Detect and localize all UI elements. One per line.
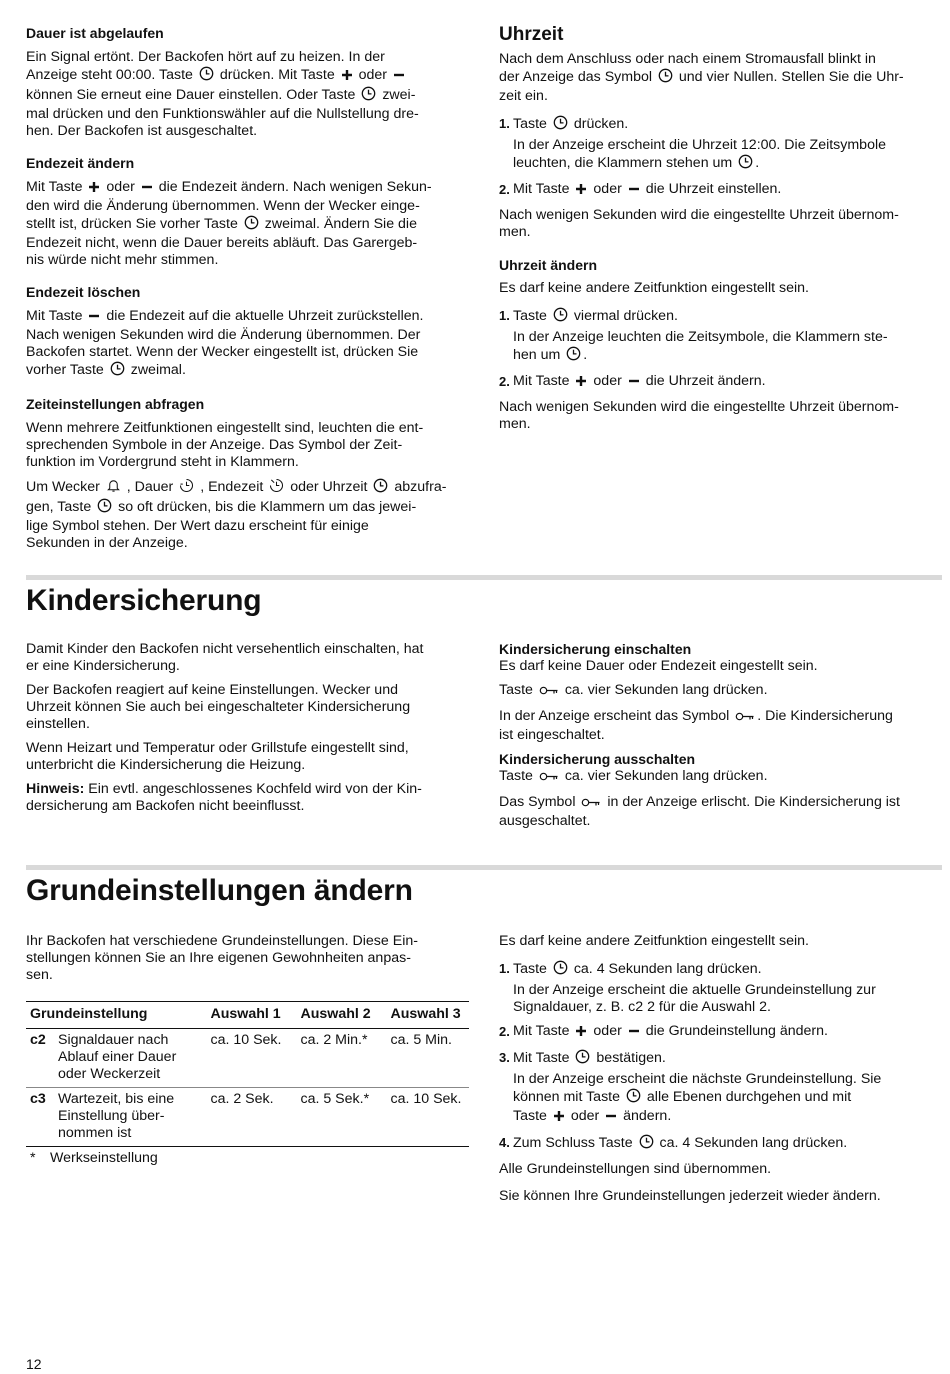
kinder-aus-p1: Taste ca. vier Sekunden lang drücken. [499, 768, 943, 787]
plus-icon [88, 181, 100, 198]
table-header: Auswahl 3 [386, 1002, 469, 1029]
uhrzeit-aendern-step-1: 1. Taste viermal drücken. [499, 307, 943, 327]
clock-icon [110, 361, 125, 381]
table-header: Auswahl 2 [296, 1002, 386, 1029]
table-cell-desc: Wartezeit, bis eine Einstellung über- nommen ist [54, 1088, 206, 1147]
grund-step-3-detail: In der Anzeige erscheint die nächste Grundeinstellung. Sie können mit Taste alle Ebenen durchgehen und mit Taste oder ändern. [499, 1071, 943, 1127]
right-top-column [499, 24, 943, 433]
kinder-aus-title: Kindersicherung ausschalten [499, 751, 696, 767]
uhrzeit-aendern-intro: Es darf keine andere Zeitfunktion eingestellt sein. [499, 280, 809, 296]
kinder-aus-p2: Das Symbol in der Anzeige erlischt. Die Kindersicherung ist ausgeschaltet. [499, 794, 900, 829]
bell-icon [106, 478, 121, 498]
grund-step-3: 3. Mit Taste bestätigen. [499, 1049, 943, 1069]
clock-icon [639, 1134, 654, 1154]
uhrzeit-step-1: 1. Taste drücken. [499, 115, 943, 135]
table-cell-desc: Signaldauer nach Ablauf einer Dauer oder Weckerzeit [54, 1029, 206, 1088]
uhrzeit-intro: Nach dem Anschluss oder nach einem Stromausfall blinkt in der Anzeige das Symbol und vier Nullen. Stellen Sie die Uhr- zeit ein. [499, 51, 904, 104]
uhrzeit-step-2: 2. Mit Taste oder die Uhrzeit einstellen. [499, 181, 943, 200]
plus-icon [341, 69, 353, 86]
uhrzeit-aendern-outro: Nach wenigen Sekunden wird die eingestellte Uhrzeit übernom- men. [499, 399, 899, 432]
duration-icon [179, 478, 194, 498]
uhrzeit-aendern-step-2: 2. Mit Taste oder die Uhrzeit ändern. [499, 373, 943, 392]
dauer-text: Ein Signal ertönt. Der Backofen hört auf zu heizen. In der Anzeige steht 00:00. Taste drücken. Mit Taste oder können Sie erneut eine Dauer einstellen. Oder Taste zwei- mal drücken und den Funktionswähler auf die Nullstellung dre- hen. Der Backofen ist ausgeschaltet. [26, 49, 419, 139]
left-top-column [26, 25, 470, 552]
key-icon [581, 796, 601, 813]
uhrzeit-aendern-step-1-detail: In der Anzeige leuchten die Zeitsymbole, die Klammern ste- hen um . [499, 329, 943, 366]
loeschen-title: Endezeit löschen [26, 284, 141, 300]
grundeinstellung-table [26, 1001, 469, 1147]
grund-step-1-detail: In der Anzeige erscheint die aktuelle Grundeinstellung zur Signaldauer, z. B. c2 2 für die Auswahl 2. [513, 982, 876, 1015]
page-number: 12 [26, 1356, 42, 1372]
minus-icon [605, 1110, 617, 1127]
grund-outro-2: Sie können Ihre Grundeinstellungen jederzeit wieder ändern. [499, 1188, 881, 1204]
uhrzeit-aendern-title: Uhrzeit ändern [499, 257, 598, 273]
kinder-left-column [26, 641, 470, 815]
section-divider [26, 865, 942, 870]
plus-icon [575, 375, 587, 392]
loeschen-text: Mit Taste die Endezeit auf die aktuelle Uhrzeit zurückstellen. Nach wenigen Sekunden wird die Änderung übernommen. Der Backofen startet. Wenn der Wecker eingestellt ist, drücken Sie vorher Taste zweimal. [26, 308, 470, 381]
key-icon [539, 770, 559, 787]
kinder-ein-p2: Taste ca. vier Sekunden lang drücken. [499, 682, 943, 701]
uhrzeit-step-1-detail: In der Anzeige erscheint die Uhrzeit 12:00. Die Zeitsymbole leuchten, die Klammern stehen um . [499, 137, 943, 174]
dauer-title: Dauer ist abgelaufen [26, 25, 164, 41]
kinder-ein-p1: Es darf keine Dauer oder Endezeit eingestellt sein. [499, 658, 818, 674]
clock-icon [373, 478, 388, 498]
clock-icon [626, 1088, 641, 1108]
kinder-p2: Der Backofen reagiert auf keine Einstellungen. Wecker und Uhrzeit können Sie auch bei eingeschalteter Kindersicherung einstellen. [26, 682, 411, 732]
minus-icon [628, 183, 640, 200]
kinder-hinweis: Hinweis: Ein evtl. angeschlossenes Kochfeld wird von der Kin- dersicherung am Backofen nicht beeinflusst. [26, 781, 422, 814]
kinder-right-column [499, 641, 943, 830]
grund-r-intro: Es darf keine andere Zeitfunktion eingestellt sein. [499, 933, 809, 949]
clock-icon [244, 215, 259, 235]
table-cell: ca. 5 Sek.* [296, 1088, 386, 1147]
table-header: Auswahl 1 [206, 1002, 296, 1029]
clock-icon [553, 307, 568, 327]
abfragen-text-1: Wenn mehrere Zeitfunktionen eingestellt sind, leuchten die ent- sprechenden Symbole in der Anzeige. Das Symbol der Zeit- funktion im Vordergrund steht in Klammern. [26, 420, 424, 470]
endezeit-title: Endezeit ändern [26, 155, 135, 171]
grund-step-1: 1. Taste ca. 4 Sekunden lang drücken. [499, 960, 943, 980]
table-header-row [26, 1002, 469, 1029]
grund-left-column [26, 933, 470, 1167]
clock-icon [575, 1049, 590, 1069]
clock-icon [658, 68, 673, 88]
table-cell-code: c2 [26, 1029, 54, 1088]
endezeit-text: Mit Taste oder die Endezeit ändern. Nach wenigen Sekun- den wird die Änderung übernommen. Wenn der Wecker einge- stellt ist, drücken Sie vorher Taste zweimal. Ändern Sie die Endezeit nicht, wenn die Dauer bereits abläuft. Das Garergeb- nis würde nicht mehr stimmen. [26, 179, 432, 268]
minus-icon [628, 1025, 640, 1042]
grund-intro: Ihr Backofen hat verschiedene Grundeinstellungen. Diese Ein- stellungen können Sie an Ihre eigenen Gewohnheiten anpas- sen. [26, 933, 418, 983]
table-cell: ca. 2 Min.* [296, 1029, 386, 1088]
table-footnote: * Werkseinstellung [30, 1150, 158, 1166]
table-cell: ca. 10 Sek. [386, 1088, 469, 1147]
kindersicherung-heading: Kindersicherung [26, 584, 262, 617]
abfragen-title: Zeiteinstellungen abfragen [26, 396, 205, 412]
table-row [26, 1029, 469, 1088]
clock-icon [361, 86, 376, 106]
grund-right-column [499, 933, 943, 1205]
section-divider [26, 575, 942, 580]
table-cell: ca. 10 Sek. [206, 1029, 296, 1088]
kinder-ein-title: Kindersicherung einschalten [499, 641, 692, 657]
minus-icon [141, 181, 153, 198]
clock-icon [199, 66, 214, 86]
kinder-p1: Damit Kinder den Backofen nicht versehentlich einschalten, hat er eine Kindersicherung. [26, 641, 424, 674]
plus-icon [553, 1110, 565, 1127]
kinder-p3: Wenn Heizart und Temperatur oder Grillstufe eingestellt sind, unterbricht die Kindersicherung die Heizung. [26, 740, 409, 773]
uhrzeit-title: Uhrzeit [499, 24, 564, 45]
kinder-ein-p3: In der Anzeige erscheint das Symbol . Die Kindersicherung ist eingeschaltet. [499, 708, 893, 743]
grund-outro-1: Alle Grundeinstellungen sind übernommen. [499, 1161, 772, 1177]
clock-icon [566, 346, 581, 366]
table-row [26, 1088, 469, 1147]
table-cell-code: c3 [26, 1088, 54, 1147]
minus-icon [393, 69, 405, 86]
clock-icon [553, 960, 568, 980]
key-icon [735, 710, 755, 727]
plus-icon [575, 1025, 587, 1042]
minus-icon [88, 310, 100, 327]
table-cell: ca. 5 Min. [386, 1029, 469, 1088]
grund-step-4: 4. Zum Schluss Taste ca. 4 Sekunden lang drücken. [499, 1134, 943, 1154]
endtime-icon [269, 478, 284, 498]
abfragen-text-2: Um Wecker , Dauer , Endezeit oder Uhrzeit abzufra- gen, Taste so oft drücken, bis die Klammern um das jewei- lige Symbol stehen. Der Wert dazu erscheint für einige Sekunden in der Anzeige. [26, 479, 447, 551]
clock-icon [738, 154, 753, 174]
clock-icon [553, 115, 568, 135]
grundeinstellungen-heading: Grundeinstellungen ändern [26, 874, 413, 907]
key-icon [539, 684, 559, 701]
uhrzeit-outro: Nach wenigen Sekunden wird die eingestellte Uhrzeit übernom- men. [499, 207, 899, 240]
clock-icon [97, 498, 112, 518]
plus-icon [575, 183, 587, 200]
table-header: Grundeinstellung [26, 1002, 206, 1029]
minus-icon [628, 375, 640, 392]
grund-step-2: 2. Mit Taste oder die Grundeinstellung ändern. [499, 1023, 943, 1042]
table-cell: ca. 2 Sek. [206, 1088, 296, 1147]
